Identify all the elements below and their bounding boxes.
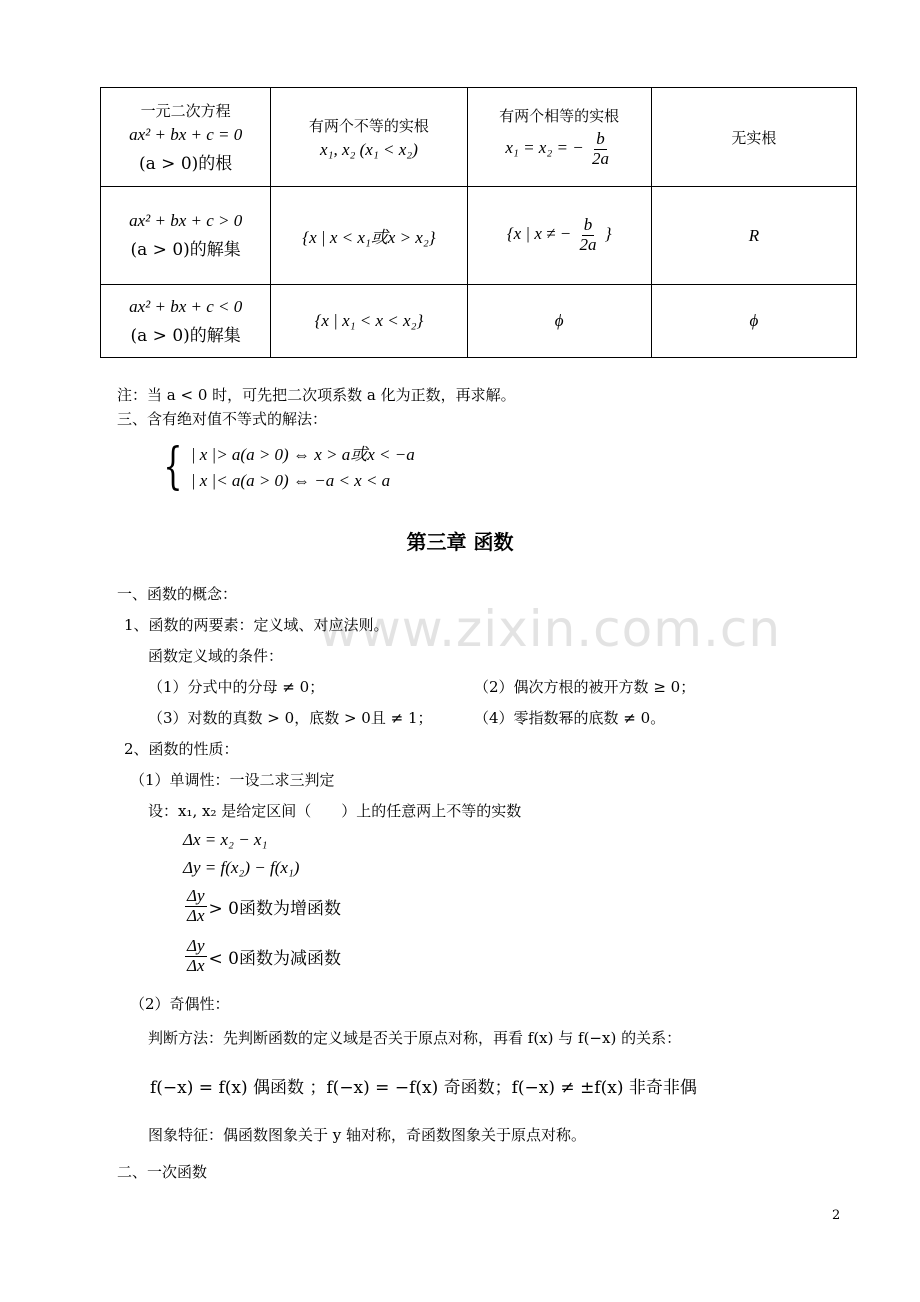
delta-y-formula: Δy = f(x₂) − f(x₁)	[183, 858, 300, 877]
abs-greater-rule: | x |> a(a > 0) ⇔ x > a或x < −a	[190, 445, 415, 464]
table-cell	[651, 88, 856, 187]
parity-formula: f(−x) = f(x) 偶函数 ；f(−x) = −f(x) 奇函数；f(−x) ≠ ±f(x) 非奇非偶	[150, 1078, 697, 1098]
page-number: 2	[832, 1208, 841, 1223]
domain-condition: （3）对数的真数 > 0，底数 > 0且 ≠ 1；	[148, 709, 433, 727]
table-cell	[271, 187, 467, 285]
subsection-heading: （1）单调性：一设二求三判定	[130, 771, 335, 789]
absolute-value-system	[157, 436, 415, 495]
decreasing-label: < 0函数为减函数	[208, 948, 341, 969]
section-heading: 三、含有绝对值不等式的解法：	[117, 410, 328, 428]
two-equal-roots-expr	[505, 130, 613, 168]
fraction	[185, 887, 207, 925]
all-reals-symbol: R	[748, 225, 760, 245]
subsection-heading: （2）奇偶性：	[130, 995, 230, 1013]
table-cell	[467, 88, 651, 187]
fraction	[185, 937, 207, 975]
table-cell	[101, 88, 271, 187]
note-text: 注：当 a < 0 时，可先把二次项系数 a 化为正数，再求解。	[117, 386, 516, 404]
increasing-label: > 0函数为增函数	[208, 898, 341, 919]
table-cell	[651, 285, 856, 358]
section-heading: 一、函数的概念：	[117, 585, 238, 603]
fraction-numerator: Δy	[187, 936, 205, 955]
paragraph: 图象特征：偶函数图象关于 y 轴对称，奇函数图象关于原点对称。	[148, 1126, 587, 1144]
condition-solution-set: (a > 0)的解集	[130, 325, 241, 346]
left-brace: {	[163, 436, 183, 495]
fraction	[577, 216, 598, 254]
empty-set-symbol: ϕ	[554, 311, 564, 330]
solution-set-except	[506, 215, 612, 254]
subsection-heading: 1、函数的两要素：定义域、对应法则。	[124, 616, 389, 634]
table-cell	[101, 187, 271, 285]
two-distinct-roots-label: 有两个不等的实根	[308, 116, 429, 135]
table-cell	[271, 88, 467, 187]
quadratic-inequality-table	[100, 87, 857, 358]
fraction-denominator: Δx	[187, 905, 205, 925]
two-distinct-roots-expr: x₁, x₂ (x₁ < x₂)	[319, 139, 418, 159]
no-real-roots-label: 无实根	[731, 128, 777, 147]
fraction-numerator: b	[596, 129, 605, 149]
table-cell	[101, 285, 271, 358]
fraction	[590, 130, 611, 168]
fraction-denominator: Δx	[187, 955, 205, 975]
table-cell	[467, 187, 651, 285]
delta-x-formula: Δx = x₂ − x₁	[183, 830, 268, 849]
domain-condition: （1）分式中的分母 ≠ 0；	[148, 678, 325, 696]
table-cell	[271, 285, 467, 358]
subsection-heading: 2、函数的性质：	[124, 740, 239, 758]
fraction-denominator: 2a	[591, 149, 609, 168]
condition-solution-set: (a > 0)的解集	[130, 240, 241, 260]
solution-set-between: {x | x₁ < x < x₂}	[314, 311, 424, 330]
table-row	[101, 285, 857, 358]
inequality-greater: ax² + bx + c > 0	[129, 211, 243, 230]
quadratic-equation: ax² + bx + c = 0	[129, 125, 243, 144]
expr-prefix: {x | x ≠ −	[506, 224, 572, 244]
increasing-rule	[183, 887, 341, 925]
paragraph: 判断方法：先判断函数的定义域是否关于原点对称，再看 f(x) 与 f(−x) 的关系：	[148, 1029, 682, 1047]
solution-set-outside: {x | x < x₁或x > x₂}	[302, 228, 436, 247]
fraction-numerator: Δy	[187, 886, 205, 905]
paragraph: 函数定义域的条件：	[148, 647, 284, 665]
fraction-numerator: b	[583, 215, 593, 235]
inequality-less: ax² + bx + c < 0	[129, 296, 243, 316]
domain-condition: （4）零指数幂的底数 ≠ 0。	[474, 709, 666, 727]
equation-label: 一元二次方程	[140, 102, 231, 120]
chapter-title: 第三章 函数	[406, 530, 514, 554]
decreasing-rule	[183, 937, 341, 975]
expr-suffix: }	[604, 224, 612, 244]
table-row	[101, 88, 857, 187]
table-row	[101, 187, 857, 285]
two-equal-roots-label: 有两个相等的实根	[499, 107, 620, 126]
watermark: www.zixin.com.cn	[318, 600, 782, 658]
table-cell	[467, 285, 651, 358]
fraction-denominator: 2a	[579, 235, 597, 254]
abs-less-rule: | x |< a(a > 0) ⇔ −a < x < a	[190, 471, 391, 490]
condition-roots: (a > 0)的根	[139, 154, 233, 174]
table-cell	[651, 187, 856, 285]
empty-set-symbol: ϕ	[749, 311, 759, 330]
domain-condition: （2）偶次方根的被开方数 ≥ 0；	[474, 678, 696, 696]
paragraph: 设：x₁, x₂ 是给定区间（ ）上的任意两上不等的实数	[148, 802, 522, 820]
expr-prefix: x₁ = x₂ = −	[505, 138, 584, 158]
section-heading: 二、一次函数	[117, 1163, 208, 1181]
